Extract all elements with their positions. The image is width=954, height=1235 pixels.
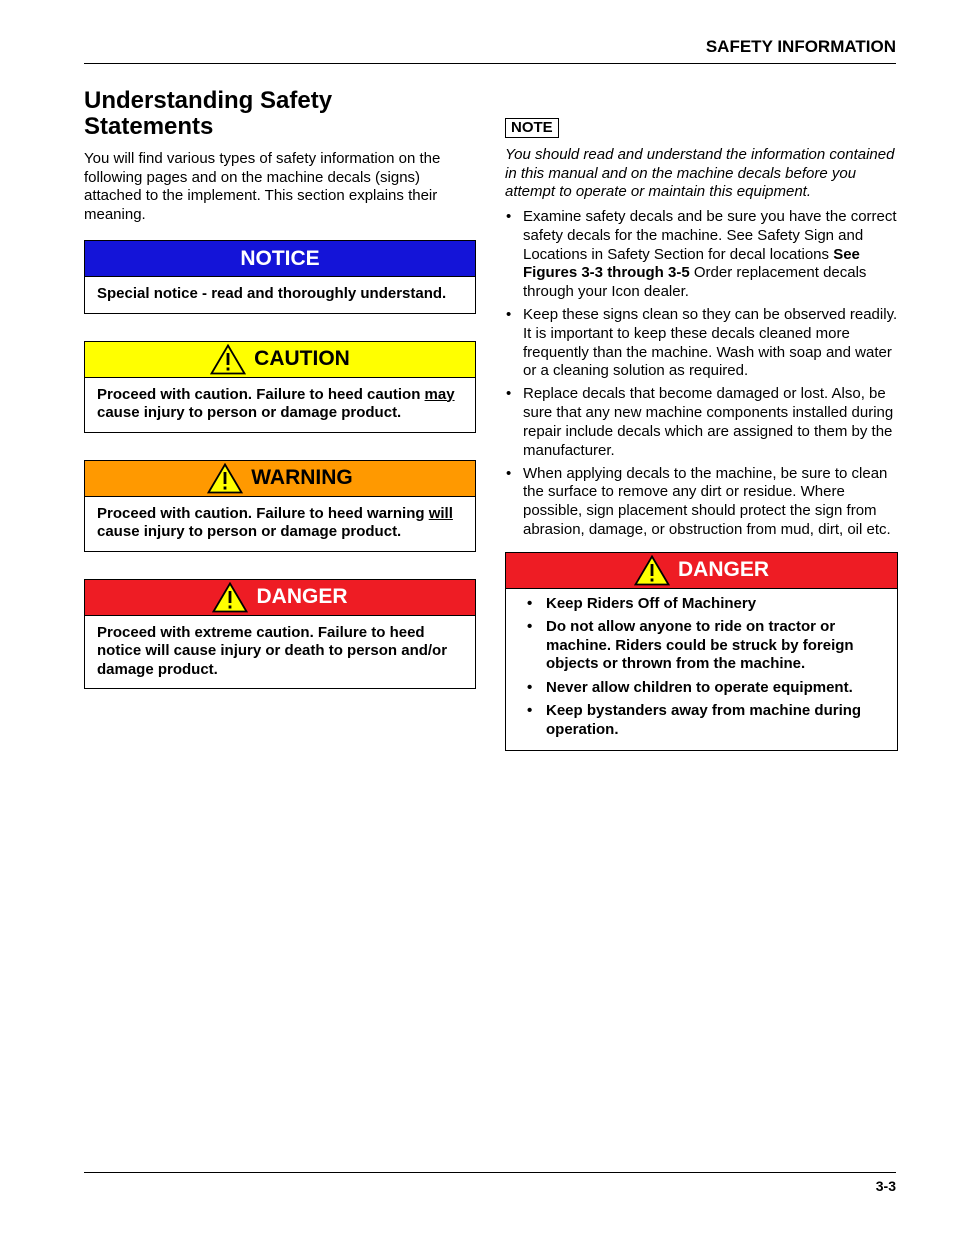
list-item-text: When applying decals to the machine, be sure to clean the surface to remove any dirt or residue. Where possible, sign placement should protect the sign from abrasion, damage, or obstruction from mud, dirt, oil etc.: [523, 464, 891, 538]
instruction-list: [505, 208, 898, 539]
danger-list-item: • Never allow children to operate equipment.: [526, 679, 885, 698]
danger-list: [526, 595, 885, 740]
danger-list-item: • Keep Riders Off of Machinery: [526, 595, 885, 614]
page-footer: [84, 1172, 896, 1196]
riders-danger-body: [506, 589, 897, 751]
warning-text-emphasis: will: [428, 504, 453, 522]
danger-text: Proceed with extreme caution. Failure to heed notice will cause injury or death to person and/or damage product.: [97, 623, 448, 678]
warning-triangle-icon: [210, 344, 246, 375]
warning-triangle-icon: [207, 463, 243, 494]
warning-text-post: cause injury to person or damage product.: [97, 523, 402, 540]
notice-sign-header: [85, 241, 475, 277]
right-column: [505, 118, 898, 751]
danger-sign: [84, 579, 476, 690]
caution-text-emphasis: may: [424, 385, 455, 403]
riders-danger-sign: [505, 552, 898, 752]
notice-sign: [84, 240, 476, 314]
list-item-text: Keep these signs clean so they can be observed readily. It is important to keep these decals cleaned more frequently than the machine. Wash with soap and water or a cleaning solution as required.: [523, 306, 898, 380]
caution-text-pre: Proceed with caution. Failure to heed caution: [97, 385, 425, 403]
notice-text: Special notice - read and thoroughly understand.: [97, 285, 447, 302]
warning-label: WARNING: [251, 466, 353, 489]
caution-label: CAUTION: [254, 347, 350, 370]
caution-sign: [84, 341, 476, 433]
warning-sign: [84, 460, 476, 552]
note-text: You should read and understand the information contained in this manual and on the machine decals before you attempt to operate or maintain this equipment.: [505, 146, 895, 201]
page-header: [84, 37, 896, 64]
notice-label: NOTICE: [240, 246, 320, 270]
warning-sign-header: [85, 461, 475, 497]
section-title: Understanding Safety Statements: [84, 87, 333, 140]
danger-sign-header: [85, 580, 475, 616]
danger-list-item: • Keep bystanders away from machine during operation.: [526, 702, 885, 739]
list-item-text-post: Order replacement decals through your Icon dealer.: [523, 264, 867, 300]
note-label: NOTE: [505, 118, 559, 138]
list-item-text: Replace decals that become damaged or lost. Also, be sure that any new machine components installed during repair include decals which are assigned to them by the manufacturer.: [523, 385, 894, 459]
riders-danger-label: DANGER: [677, 558, 769, 582]
caution-text: [85, 378, 475, 432]
list-item-text: Examine safety decals and be sure you have the correct safety decals for the machine. See Safety Sign and Locations in Safety Section for decal locations: [523, 208, 897, 263]
warning-text-pre: Proceed with caution. Failure to heed warning: [97, 504, 429, 522]
list-item: [505, 208, 898, 302]
list-item: [505, 385, 898, 460]
caution-sign-header: [85, 342, 475, 378]
warning-triangle-icon: [634, 555, 670, 586]
intro-paragraph: You will find various types of safety information on the following pages and on the machine decals (signs) attached to the implement. This section explains their meaning.: [84, 150, 441, 223]
header-title: SAFETY INFORMATION: [705, 37, 896, 56]
left-column: [84, 88, 476, 689]
list-item: [505, 465, 898, 540]
danger-label: DANGER: [256, 585, 348, 608]
warning-triangle-icon: [212, 582, 248, 613]
figure-reference: See Figures 3-3 through 3-5: [523, 245, 860, 282]
page-number: 3-3: [875, 1178, 896, 1194]
riders-danger-header: [506, 553, 897, 589]
caution-text-post: cause injury to person or damage product.: [97, 404, 402, 421]
warning-text: [85, 497, 475, 551]
list-item: [505, 306, 898, 381]
danger-list-item: • Do not allow anyone to ride on tractor or machine. Riders could be struck by foreign objects or thrown from the machine.: [526, 618, 885, 674]
